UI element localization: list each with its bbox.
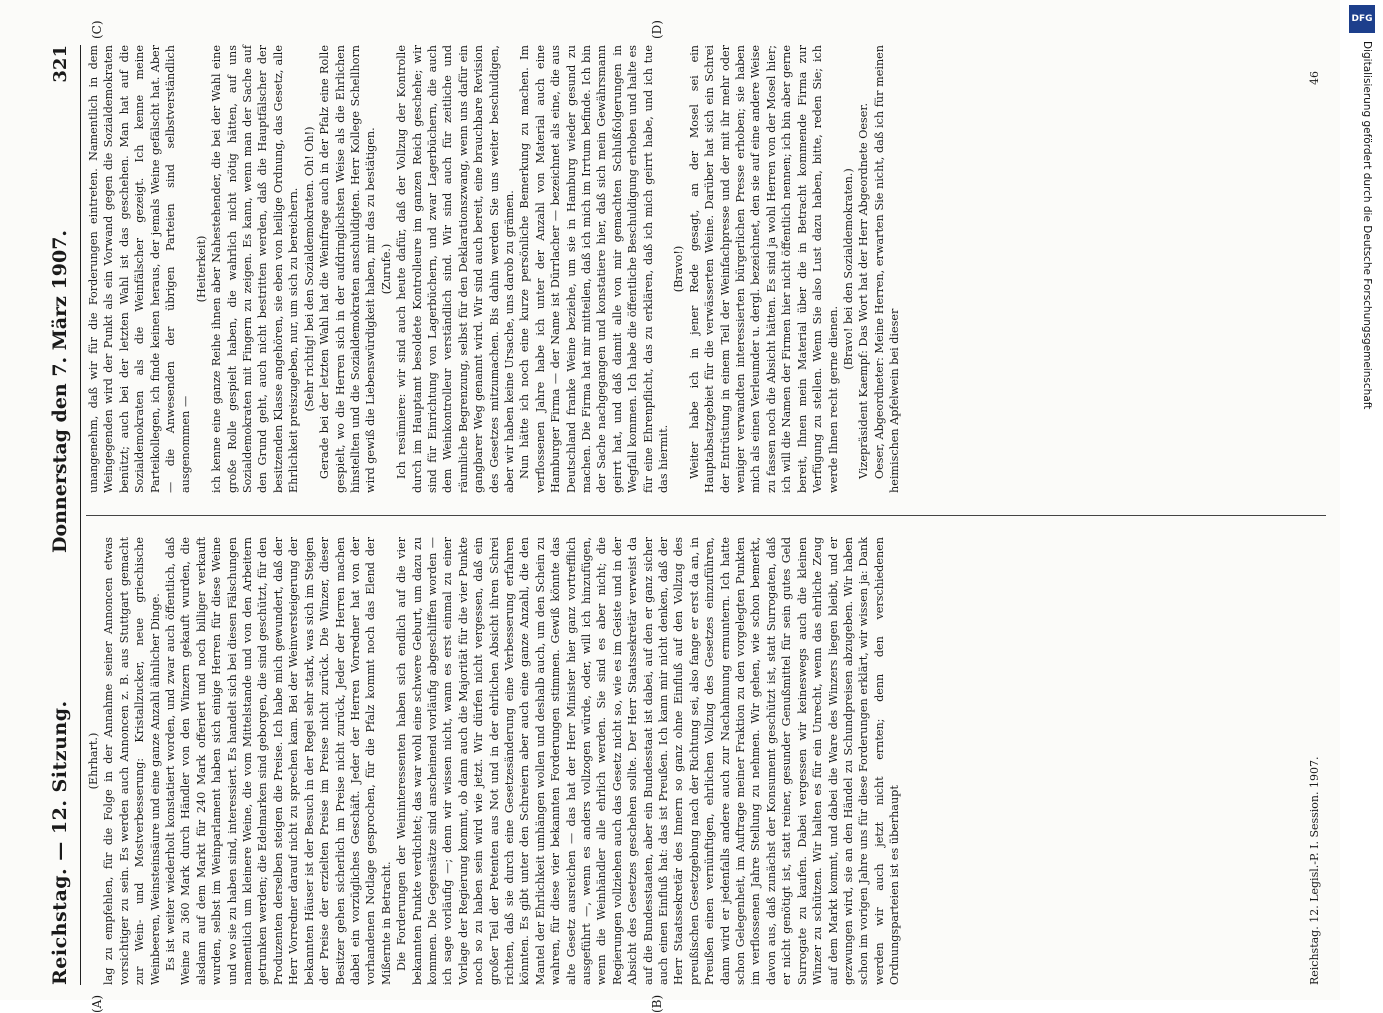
right-column bbox=[86, 45, 1266, 493]
interjection: (Sehr richtig! bei den Sozialdemokraten. Oh! Oh!) bbox=[302, 126, 316, 412]
footer-sheet-number: 46 bbox=[1308, 71, 1321, 85]
paragraph: Es ist weiter wiederholt konstatiert worden, und zwar auch öffentlich, daß Weine zu 360 Mark durch Händler von den Winzern gekauft wurden, die alsdann auf dem Markt für 240 Mark offeriert und noch billiger verkauft wurden, selbst im Weinparlament haben sich einige Herren für diese Weine und wo sie zu haben sind, interessiert. Es handelt sich bei diesen Fälschungen namentlich um kleinere Weine, die vom Mittelstande und von den Arbeitern getrunken werden; die Edelmarken sind geborgen, die sind geschützt, für den Produzenten derselben steigen die Preise. Ich habe mich gewundert, daß der Herr Vorredner darauf nicht zu sprechen kam. Bei der Weinversteigerung der bekannten Häuser ist der Besuch in der Regel sehr stark, was sich im Steigen der Preise der erzielten Preise im Preise nicht zurück. Die Winzer, dieser Besitzer gehen sicherlich im Preise nicht zurück, Jeder der Herren machen dabei ein vorzügliches Geschäft. Jeder der Herren Vorredner hat von der vorhandenen Notlage gesprochen, für die Pfalz kommt noch das Elend der Mißernte in Betracht. bbox=[164, 537, 393, 985]
left-column bbox=[86, 537, 1266, 985]
page-header bbox=[40, 45, 81, 985]
margin-mark-a: (A) bbox=[90, 994, 104, 1013]
paragraph: Oeser, Abgeordneter: Meine Herren, erwarten Sie nicht, daß ich für meinen heimischen Apfelwein bei dieser bbox=[872, 45, 902, 493]
margin-mark-b: (B) bbox=[650, 994, 664, 1013]
speaker-tag: (Ehrhart.) bbox=[87, 732, 100, 790]
margin-mark-d: (D) bbox=[650, 20, 664, 39]
paragraph: Ich resümiere: wir sind auch heute dafür, daß der Vollzug der Kontrolle durch im Hauptamt besoldete Kontrolleure im ganzen Reich geschehe; wir sind für Einrichtung von Lagerbüchern, und zwar Lagerbüchern, die auch dem Weinkontrolleur verständlich sind. Wir sind auch für zeitliche und räumliche Begrenzung, selbst für den Deklarationszwang, wenn uns dafür ein gangbarer Weg genannt wird. Wir sind auch bereit, eine brauchbare Revision des Gesetzes mitzumachen. Bis dahin werden Sie uns weiter beschuldigen, aber wir haben keine Ursache, uns darob zu grämen. bbox=[395, 45, 516, 493]
dfg-sidebar bbox=[1347, 5, 1381, 995]
paragraph: ich kenne eine ganze Reihe ihnen aber Nahestehender, die bei der Wahl eine große Rolle gespielt haben, die wahrlich nicht nötig hätten, auf uns Sozialdemokraten mit Fingern zu zeigen. Es kann, wenn man der Sache auf den Grund geht, auch nicht bestritten werden, daß die Hauptfälscher der besitzenden Klasse angehören, sie eben von heilige Ordnung, das Gesetz, alle Ehrlichkeit preiszugeben, nur, um sich zu bereichern. bbox=[210, 45, 301, 493]
interjection: (Bravo! bei den Sozialdemokraten.) bbox=[841, 168, 855, 370]
paragraph: Die Forderungen der Weininteressenten haben sich endlich auf die vier bekannten Punkte verdichtet; das war wohl eine schwere Geburt, um dazu zu kommen. Die Gegensätze sind anscheinend vorläufig abgeschliffen worden — ich sage vorläufig —; denn wir wissen nicht, wann es erst einmal zu einer Vorlage der Regierung kommt, ob dann auch die Majorität für die vier Punkte noch so zu haben sein wird wie jetzt. Wir dürfen nicht vergessen, daß ein großer Teil der Petenten aus Not und in der ehrlichen Absicht ihren Schrei richten, daß sie durch eine Gesetzesänderung eine Verbesserung erfahren könnten. Es gibt unter den Schreiern aber auch eine ganze Anzahl, die den Mantel der Ehrlichkeit umhängen wollen und deshalb auch, um den Schein zu wahren, für diese vier bekannten Forderungen stimmen. Gewiß könnte das alte Gesetz ausreichen — das hat der Herr Minister hier ganz vortrefflich ausgeführt —, wenn es anders vollzogen würde, oder, will ich hinzufügen, wenn die Weinhändler alle ehrlich werden. Sie sind es aber nicht; die Regierungen vollziehen auch das Gesetz nicht so, wie es im Geiste und in der Absicht des Gesetzes geschehen sollte. Der Herr Staatssekretär verweist da auf die Bundesstaaten, aber ein Bundesstaat ist dabei, auf den er ganz sicher auch einen Einfluß hat: das ist Preußen. Ich kann mir nicht denken, daß der Herr Staatssekretär des Innern so ganz ohne Einfluß auf den Vollzug des preußischen Gesetzgebung nach der Richtung sei, also fange er erst da an, in Preußen einen vernünftigen, ehrlichen Vollzug des Gesetzes einzuführen, dann wird er jedenfalls andere auch zur Nachahmung ermuntern. Ich hatte schon Gelegenheit, im Auftrage meiner Fraktion zu den vorgelegten Punkten im verflossenen Jahre Stellung zu nehmen. Wir gehen, wie schon bemerkt, davon aus, daß zunächst der Konsument geschützt ist, statt Surrogaten, daß er nicht genötigt ist, statt reiner, gesunder Genußmittel für sein gutes Geld Surrogate zu kaufen. Dabei vergessen wir keineswegs auch die kleinen Winzer zu schützen. Wir halten es für ein Unrecht, wenn das ehrliche Zeug auf dem Markt kommt, und dabei die Ware des Winzers liegen bleibt, und er gezwungen wird, sie an den Händel zu Schundpreisen abzugeben. Wir haben schon im vorigen Jahre uns für diese Forderungen erklärt, wir wissen ja: Dank werden wir auch jetzt nicht ernten; denn den verschiedenen Ordnungsparteien ist es überhaupt bbox=[395, 537, 902, 985]
interjection: (Zurufe.) bbox=[379, 243, 393, 295]
paragraph: Gerade bei der letzten Wahl hat die Weinfrage auch in der Pfalz eine Rolle gespielt, wo die Herren sich in der aufdringlichsten Weise als die Ehrlichen hinstellten und die Sozialdemokraten anschuldigten. Herr Kollege Schellhorn wird gewiß die Liebenswürdigkeit haben, mir das zu bestätigen. bbox=[318, 45, 378, 493]
interjection: (Bravo!) bbox=[672, 245, 686, 293]
dfg-logo: DFG bbox=[1349, 5, 1375, 33]
paragraph: unangenehm, daß wir für die Forderungen eintreten. Namentlich in dem Weingegenden wird der Punkt als ein Vorwand gegen die Sozialdemokraten benützt; auch bei der letzten Wahl ist das geschehen. Man hat auf die Sozialdemokraten als die Weinfälscher gezeigt. Ich kenne meine Parteikollegen, ich finde keinen heraus, der jemals Weine gefälscht hat. Aber — die Anwesenden der übrigen Parteien sind selbstverständlich ausgenommen — bbox=[87, 45, 193, 493]
column-divider bbox=[86, 515, 1326, 516]
header-left: Reichstag. — 12. Sitzung. bbox=[49, 700, 71, 985]
paragraph: Vizepräsident Kaempf: Das Wort hat der Herr Abgeordnete Oeser. bbox=[857, 102, 871, 479]
rotated-page-content bbox=[40, 20, 1340, 1013]
page-number: 321 bbox=[49, 45, 71, 83]
footer-left: Reichstag. 12. Legisl.-P. I. Session. 1907. bbox=[1308, 756, 1321, 985]
paragraph: lag zu empfehlen, für die Folge in der Annahme seiner Annoncen etwas vorsichtiger zu sein. Es werden auch Annoncen z. B. aus Stuttgart gemacht zur Wein- und Mostverbesserung: Kristallzucker, neue griechische Weinbeeren, Weinsteinsäure und eine ganze Anzahl ähnlicher Dinge. bbox=[102, 537, 162, 985]
dfg-credit-text: Digitalisierung gefördert durch die Deutsche Forschungsgemeinschaft bbox=[1361, 41, 1373, 410]
paragraph: Weiter habe ich in jener Rede gesagt, an der Mosel sei ein Hauptabsatzgebiet für die verwässerten Weine. Darüber hat sich ein Schrei der Entrüstung in einem Teil der Weinfachpresse und der mit ihr mehr oder weniger verwandten interessierten bürgerlichen Presse erhoben; sie haben mich als einen Verleumder u. dergl. bezeichnet, den sie auf eine andere Weise zu fassen noch die Absicht hätten. Es sind ja wohl Herren von der Mosel hier; ich will die Namen der Firmen hier nicht öffentlich nennen; ich bin aber gerne bereit, Ihnen mein Material über die in Betracht kommende Firma zur Verfügung zu stellen. Wenn Sie also Lust dazu haben, bitte, reden Sie; ich werde Ihnen recht gerne dienen. bbox=[687, 45, 840, 493]
interjection: (Heiterkeit) bbox=[194, 235, 208, 303]
margin-mark-c: (C) bbox=[90, 20, 104, 39]
paragraph: Nun hätte ich noch eine kurze persönliche Bemerkung zu machen. Im verflossenen Jahre habe ich unter der Anzahl von Material auch eine Hamburger Firma — der Name ist Dürrlacher — bezeichnet als eine, die aus Deutschland franke Weine beziehe, um sie in Hamburg wieder gesund zu machen. Die Firma hat mir mitteilen, daß ich mich im Irrtum befinde. Ich bin der Sache nachgegangen und konstatiere hier, daß sich mein Gewährsmann geirrt hat, und daß damit alle von mir gemachten Schlußfolgerungen in Wegfall kommen. Ich habe die öffentliche Beschuldigung erhoben und halte es für eine Ehrenpflicht, das zu erklären, daß ich mich geirrt habe, und ich tue das hiermit. bbox=[518, 45, 671, 493]
header-date: Donnerstag den 7. März 1907. bbox=[49, 229, 71, 554]
